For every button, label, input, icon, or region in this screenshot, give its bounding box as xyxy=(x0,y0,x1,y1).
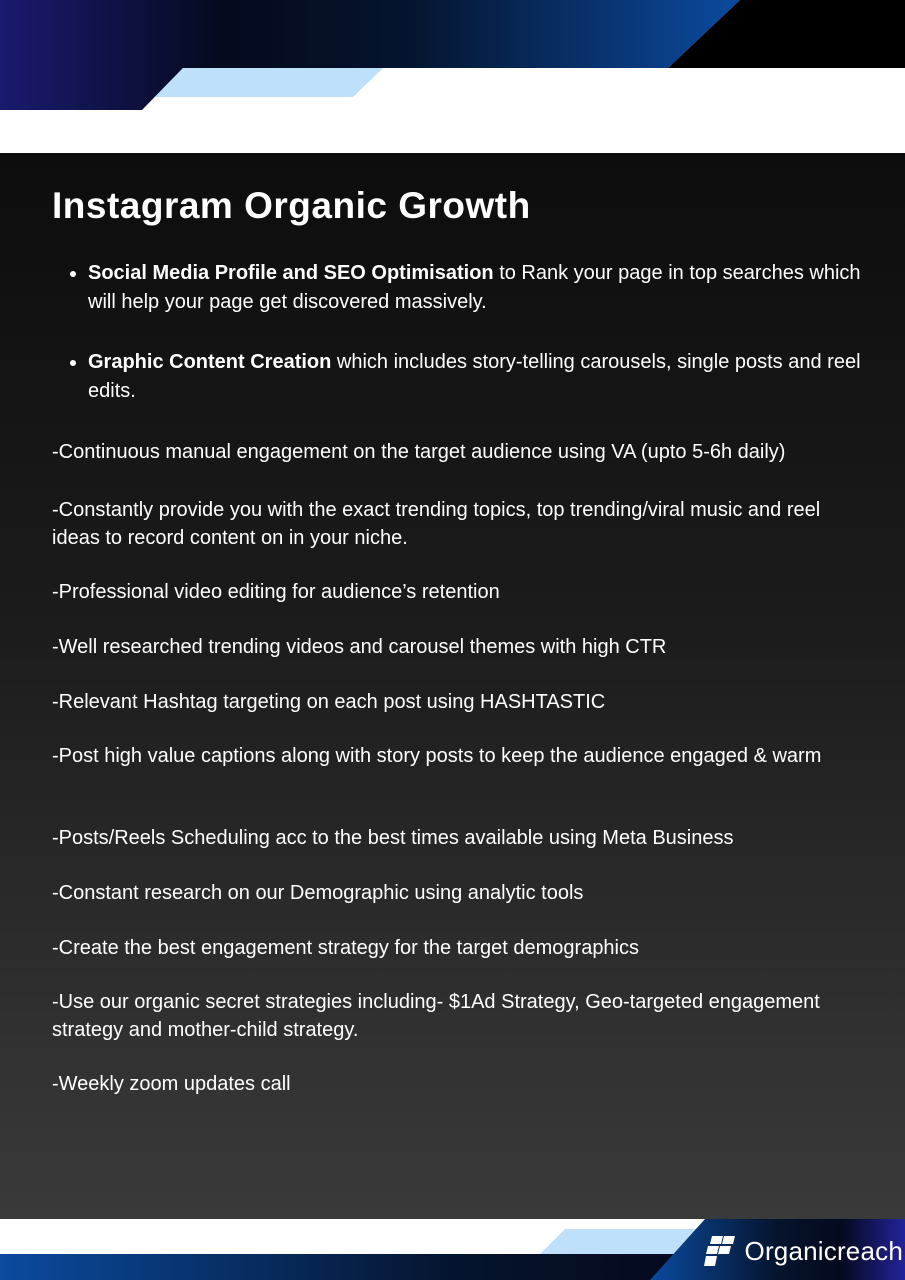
bullet-item xyxy=(88,259,888,317)
header-decoration xyxy=(0,0,905,153)
organicreach-logo-icon xyxy=(703,1234,737,1268)
service-point: -Create the best engagement strategy for the target demographics xyxy=(52,937,640,959)
service-point: -Relevant Hashtag targeting on each post using HASHTASTIC xyxy=(52,691,606,713)
service-point: -Professional video editing for audience’s retention xyxy=(52,581,500,603)
logo-wordmark: Organicreach xyxy=(744,1235,903,1266)
service-point: -Constant research on our Demographic using analytic tools xyxy=(52,882,584,904)
bullet-text: to Rank your page in top searches which will help your page get discovered massively. xyxy=(88,262,861,313)
page-title: Instagram Organic Growth xyxy=(52,185,531,226)
bullet-bold-text: Social Media Profile and SEO Optimisation xyxy=(88,262,494,284)
service-point: -Constantly provide you with the exact trending topics, top trending/viral music and reel ideas to record content on in your niche. xyxy=(52,499,821,549)
service-point: -Well researched trending videos and carousel themes with high CTR xyxy=(52,636,667,658)
header-banner xyxy=(0,0,905,153)
service-point: -Posts/Reels Scheduling acc to the best times available using Meta Business xyxy=(52,827,734,849)
service-bullet-list xyxy=(52,259,888,437)
service-point: -Post high value captions along with story posts to keep the audience engaged & warm xyxy=(52,745,822,767)
bullet-text: which includes story-telling carousels, single posts and reel edits. xyxy=(88,351,861,402)
service-point: -Continuous manual engagement on the target audience using VA (upto 5-6h daily) xyxy=(52,441,786,463)
bullet-item xyxy=(88,348,888,406)
service-point: -Weekly zoom updates call xyxy=(52,1073,291,1095)
service-point: -Use our organic secret strategies including- $1Ad Strategy, Geo-targeted engagement strategy and mother-child strategy. xyxy=(52,991,820,1041)
bullet-bold-text: Graphic Content Creation xyxy=(88,351,332,373)
content-panel xyxy=(0,153,905,1219)
organicreach-logo xyxy=(703,1228,905,1274)
